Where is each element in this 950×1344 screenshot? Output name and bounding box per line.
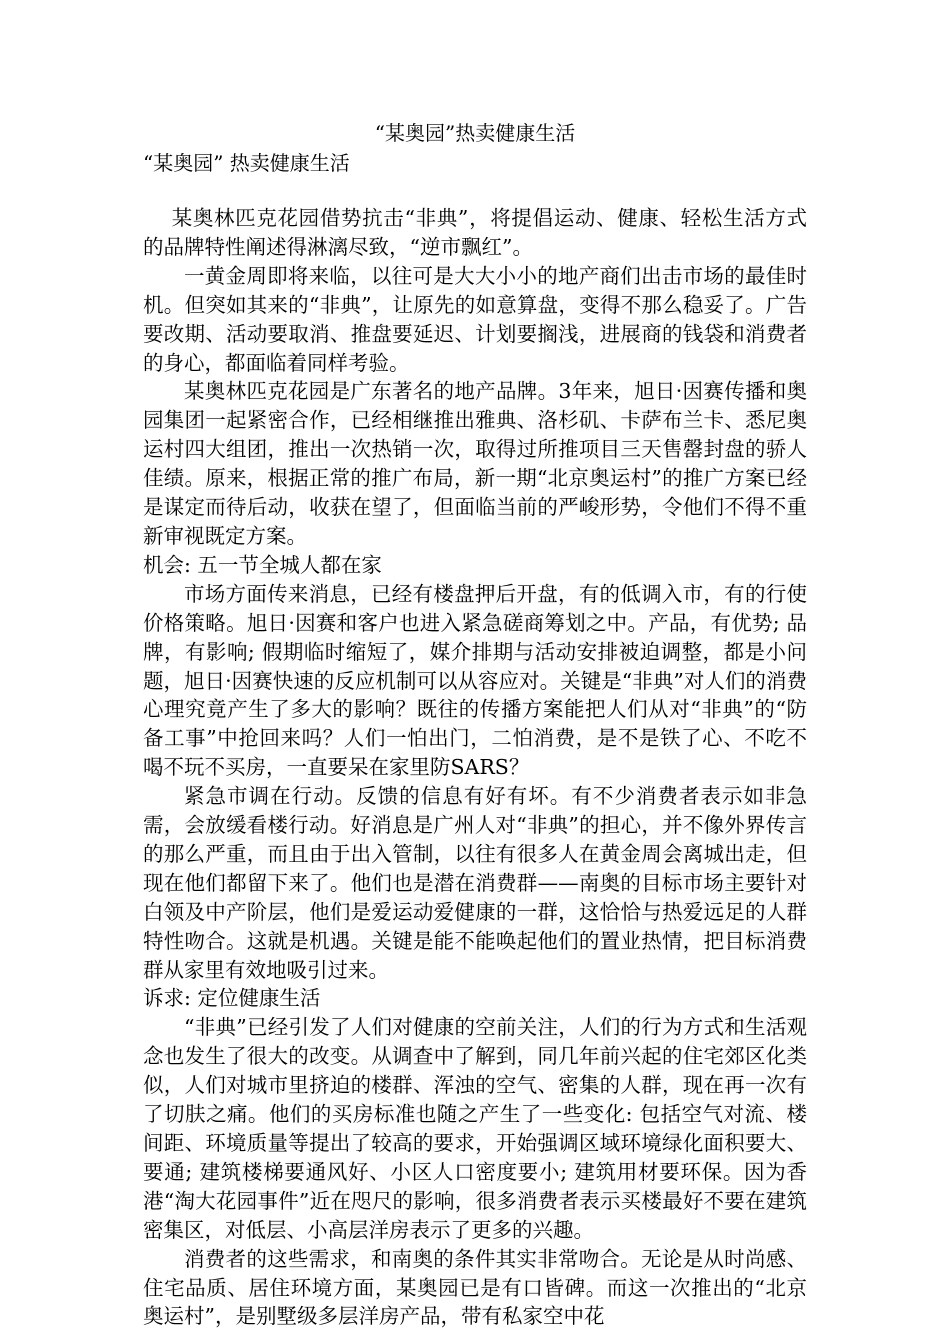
body-paragraph: 市场方面传来消息，已经有楼盘押后开盘，有的低调入市，有的行使价格策略。旭日·因赛和客户也进入紧急磋商筹划之中。产品，有优势; 品牌，有影响; 假期临时缩短了，媒介排期与活动安排被迫调整，都是小问题，旭日·因赛快速的反应机制可以从容应对。关键是“非典”对人们的消费心理究竟产生了多大的影响？既往的传播方案能把人们从对“非典”的“防备工事”中抢回来吗？人们一怕出门，二怕消费，是不是铁了心、不吃不喝不玩不买房，一直要呆在家里防SARS？ [143, 581, 807, 780]
body-paragraph: 紧急市调在行动。反馈的信息有好有坏。有不少消费者表示如非急需，会放缓看楼行动。好消息是广州人对“非典”的担心，并不像外界传言的那么严重，而且由于出入管制，以往有很多人在黄金周会离城出走，但现在他们都留下来了。他们也是潜在消费群——南奥的目标市场主要针对白领及中产阶层，他们是爱运动爱健康的一群，这恰恰与热爱远足的人群特性吻合。这就是机遇。关键是能不能唤起他们的置业热情，把目标消费群从家里有效地吸引过来。 [143, 784, 807, 982]
intro-paragraph: 某奥林匹克花园借势抗击“非典”，将提倡运动、健康、轻松生活方式的品牌特性阐述得淋漓尽致，“逆市飘红”。 [143, 206, 807, 259]
section-heading-opportunity: 机会: 五一节全城人都在家 [143, 552, 382, 577]
body-paragraph: 一黄金周即将来临，以往可是大大小小的地产商们出击市场的最佳时机。但突如其来的“非典”，让原先的如意算盘，变得不那么稳妥了。广告要改期、活动要取消、推盘要延迟、计划要搁浅，进展商的钱袋和消费者的身心，都面临着同样考验。 [143, 263, 807, 375]
document-subtitle: “某奥园” 热卖健康生活 [143, 151, 350, 175]
body-paragraph: “非典”已经引发了人们对健康的空前关注，人们的行为方式和生活观念也发生了很大的改变。从调查中了解到，同几年前兴起的住宅郊区化类似，人们对城市里挤迫的楼群、浑浊的空气、密集的人群，现在再一次有了切肤之痛。他们的买房标准也随之产生了一些变化: 包括空气对流、楼间距、环境质量等提出了较高的要求，开始强调区域环境绿化面积要大、要通; 建筑楼梯要通风好、小区人口密度要小; 建筑用材要环保。因为香港“淘大花园事件”近在咫尺的影响，很多消费者表示买楼最好不要在建筑密集区，对低层、小高层洋房表示了更多的兴趣。 [143, 1015, 807, 1242]
section-heading-appeal: 诉求: 定位健康生活 [143, 986, 321, 1011]
body-paragraph: 某奥林匹克花园是广东著名的地产品牌。3年来，旭日·因赛传播和奥园集团一起紧密合作，已经相继推出雅典、洛杉矶、卡萨布兰卡、悉尼奥运村四大组团，推出一次热销一次，取得过所推项目三天售罄封盘的骄人佳绩。原来，根据正常的推广布局，新一期“北京奥运村”的推广方案已经是谋定而待后动，收获在望了，但面临当前的严峻形势，令他们不得不重新审视既定方案。 [143, 379, 807, 548]
document-page [143, 118, 807, 1331]
document-title: “某奥园”热卖健康生活 [374, 121, 576, 145]
body-paragraph: 消费者的这些需求，和南奥的条件其实非常吻合。无论是从时尚感、住宅品质、居住环境方面，某奥园已是有口皆碑。而这一次推出的“北京奥运村”，是别墅级多层洋房产品，带有私家空中花 [143, 1246, 807, 1329]
